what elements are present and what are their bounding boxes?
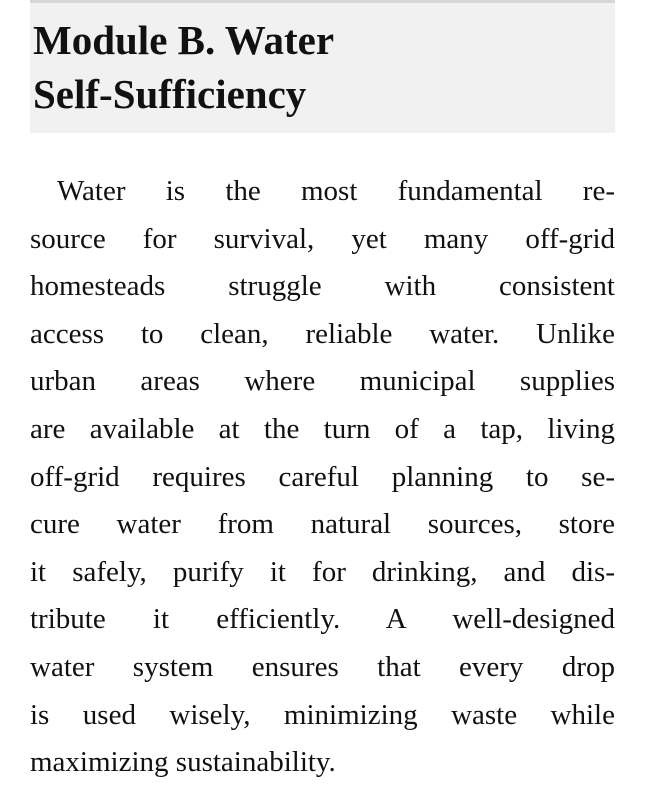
paragraph-line: are available at the turn of a tap, living [30, 412, 615, 445]
paragraph-line: urban areas where municipal supplies [30, 365, 615, 398]
paragraph-line: is used wisely, minimizing waste while [30, 698, 615, 731]
section-title [33, 13, 334, 121]
paragraph-line: off-grid requires careful planning to se- [30, 460, 615, 493]
paragraph-line: tribute it efficiently. A well-designed [30, 603, 615, 636]
paragraph-line: cure water from natural sources, store [30, 508, 615, 541]
paragraph-line: Water is the most fundamental re- [57, 175, 615, 207]
paragraph-line: access to clean, reliable water. Unlike [30, 317, 615, 350]
title-line-2: Self-Sufficiency [33, 71, 307, 117]
paragraph-line: source for survival, yet many off-grid [30, 222, 615, 255]
paragraph-line: water system ensures that every drop [30, 650, 615, 683]
section-heading-box [30, 0, 615, 133]
title-line-1: Module B. Water [33, 17, 335, 63]
paragraph-line: homesteads struggle with consistent [30, 270, 615, 303]
paragraph-line: it safely, purify it for drinking, and dis- [30, 555, 615, 588]
paragraph-line: maximizing sustainability. [30, 746, 336, 779]
body-paragraph [30, 168, 615, 787]
